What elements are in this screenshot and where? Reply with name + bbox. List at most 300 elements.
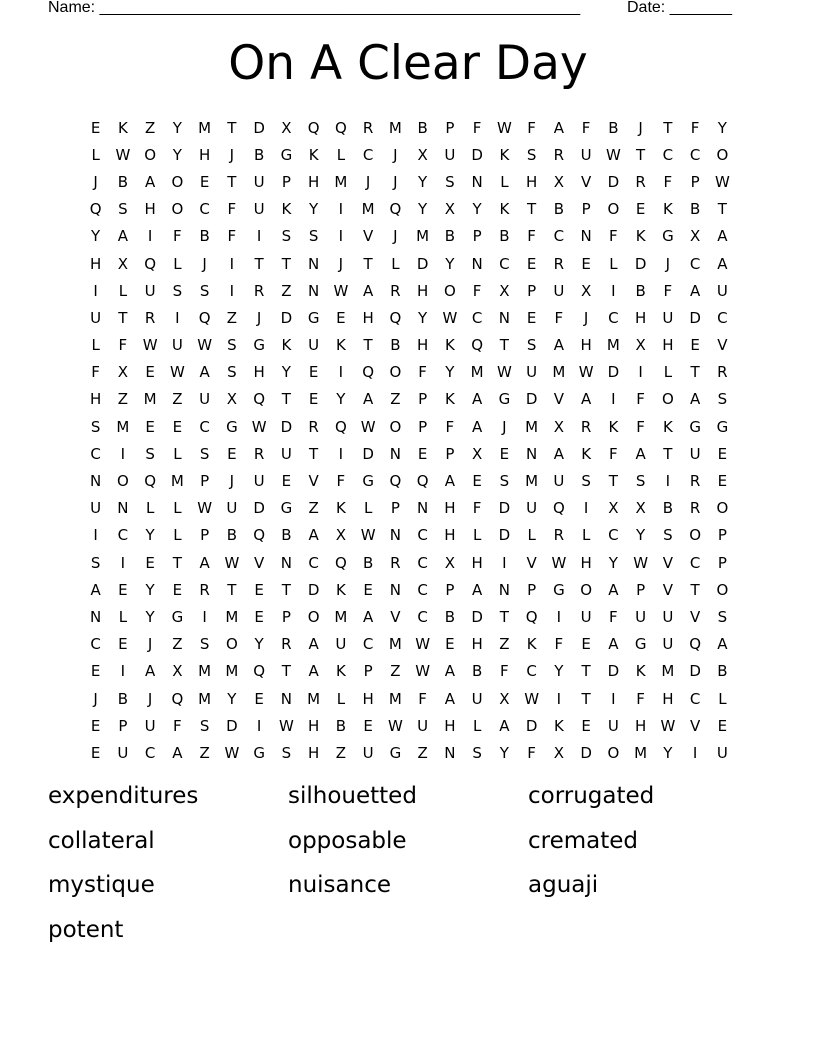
grid-cell[interactable]: U bbox=[607, 716, 619, 735]
grid-cell[interactable]: U bbox=[662, 607, 674, 626]
grid-cell[interactable]: N bbox=[389, 580, 401, 599]
grid-cell[interactable]: V bbox=[362, 227, 374, 246]
grid-cell[interactable]: F bbox=[636, 417, 645, 436]
grid-cell[interactable]: Q bbox=[689, 635, 702, 654]
grid-cell[interactable]: W bbox=[333, 281, 349, 300]
grid-cell[interactable]: A bbox=[172, 743, 183, 762]
grid-cell[interactable]: B bbox=[553, 200, 565, 219]
grid-cell[interactable]: I bbox=[338, 444, 344, 463]
grid-cell[interactable]: D bbox=[280, 417, 293, 436]
grid-cell[interactable]: M bbox=[334, 607, 348, 626]
grid-cell[interactable]: T bbox=[227, 172, 237, 191]
grid-cell[interactable]: U bbox=[580, 607, 592, 626]
grid-cell[interactable]: V bbox=[662, 580, 673, 599]
grid-cell[interactable]: N bbox=[526, 444, 538, 463]
grid-cell[interactable]: F bbox=[636, 689, 645, 708]
grid-cell[interactable]: I bbox=[256, 227, 262, 246]
grid-cell[interactable]: O bbox=[443, 281, 456, 300]
grid-cell[interactable]: U bbox=[553, 472, 565, 491]
grid-cell[interactable]: F bbox=[472, 118, 482, 137]
grid-cell[interactable]: A bbox=[471, 580, 483, 599]
grid-cell[interactable]: W bbox=[415, 635, 431, 654]
grid-cell[interactable]: D bbox=[471, 607, 483, 626]
grid-cell[interactable]: R bbox=[253, 444, 265, 463]
grid-cell[interactable]: R bbox=[689, 472, 701, 491]
grid-cell[interactable]: U bbox=[526, 499, 538, 518]
grid-cell[interactable]: Y bbox=[636, 526, 646, 545]
grid-cell[interactable]: L bbox=[173, 444, 182, 463]
grid-cell[interactable]: U bbox=[308, 336, 320, 355]
grid-cell[interactable]: U bbox=[226, 499, 238, 518]
grid-cell[interactable]: U bbox=[471, 689, 483, 708]
grid-cell[interactable]: U bbox=[635, 607, 647, 626]
grid-cell[interactable]: G bbox=[498, 390, 511, 409]
grid-cell[interactable]: P bbox=[418, 417, 428, 436]
grid-cell[interactable]: R bbox=[253, 281, 265, 300]
grid-cell[interactable]: W bbox=[524, 689, 540, 708]
grid-cell[interactable]: R bbox=[199, 580, 210, 599]
grid-cell[interactable]: T bbox=[527, 200, 537, 219]
grid-cell[interactable]: H bbox=[307, 716, 320, 735]
grid-cell[interactable]: N bbox=[280, 553, 292, 572]
grid-cell[interactable]: V bbox=[553, 390, 564, 409]
grid-cell[interactable]: X bbox=[444, 200, 456, 219]
grid-cell[interactable]: I bbox=[120, 553, 126, 572]
grid-cell[interactable]: T bbox=[499, 607, 509, 626]
grid-cell[interactable]: Z bbox=[226, 308, 238, 327]
grid-cell[interactable]: U bbox=[171, 336, 183, 355]
grid-cell[interactable]: L bbox=[173, 526, 182, 545]
grid-cell[interactable]: G bbox=[362, 472, 374, 491]
grid-cell[interactable]: A bbox=[308, 635, 319, 654]
grid-cell[interactable]: Z bbox=[281, 281, 292, 300]
grid-cell[interactable]: A bbox=[499, 716, 510, 735]
grid-cell[interactable]: V bbox=[580, 172, 592, 191]
grid-cell[interactable]: A bbox=[144, 662, 156, 681]
grid-cell[interactable]: D bbox=[253, 118, 265, 137]
grid-cell[interactable]: H bbox=[89, 390, 102, 409]
grid-cell[interactable]: E bbox=[308, 363, 319, 382]
grid-cell[interactable]: I bbox=[229, 254, 235, 273]
grid-cell[interactable]: H bbox=[444, 716, 456, 735]
grid-cell[interactable]: N bbox=[280, 689, 292, 708]
grid-cell[interactable]: Y bbox=[309, 200, 319, 219]
grid-cell[interactable]: J bbox=[229, 145, 235, 164]
grid-cell[interactable]: A bbox=[362, 607, 374, 626]
grid-cell[interactable]: I bbox=[202, 607, 207, 626]
grid-cell[interactable]: H bbox=[444, 499, 456, 518]
grid-cell[interactable]: O bbox=[116, 472, 129, 491]
grid-cell[interactable]: N bbox=[444, 743, 456, 762]
grid-cell[interactable]: N bbox=[417, 499, 429, 518]
grid-cell[interactable]: Q bbox=[471, 336, 484, 355]
grid-cell[interactable]: O bbox=[607, 200, 620, 219]
grid-cell[interactable]: N bbox=[471, 254, 483, 273]
grid-cell[interactable]: M bbox=[198, 118, 212, 137]
grid-cell[interactable]: K bbox=[635, 662, 646, 681]
grid-cell[interactable]: E bbox=[717, 472, 728, 491]
grid-cell[interactable]: H bbox=[362, 308, 374, 327]
grid-cell[interactable]: G bbox=[253, 743, 265, 762]
grid-cell[interactable]: T bbox=[254, 254, 264, 273]
grid-cell[interactable]: S bbox=[445, 172, 455, 191]
grid-cell[interactable]: C bbox=[689, 145, 701, 164]
grid-cell[interactable]: F bbox=[609, 227, 618, 246]
grid-cell[interactable]: Z bbox=[144, 118, 156, 137]
grid-cell[interactable]: E bbox=[635, 200, 646, 219]
grid-cell[interactable]: C bbox=[362, 145, 374, 164]
grid-cell[interactable]: D bbox=[607, 662, 620, 681]
grid-cell[interactable]: Q bbox=[253, 662, 266, 681]
grid-cell[interactable]: A bbox=[689, 390, 701, 409]
grid-cell[interactable]: F bbox=[173, 716, 182, 735]
grid-cell[interactable]: X bbox=[635, 499, 646, 518]
grid-cell[interactable]: O bbox=[307, 607, 320, 626]
grid-cell[interactable]: F bbox=[663, 281, 673, 300]
grid-cell[interactable]: Q bbox=[552, 499, 565, 518]
grid-cell[interactable]: H bbox=[253, 363, 265, 382]
grid-cell[interactable]: I bbox=[175, 308, 180, 327]
grid-cell[interactable]: X bbox=[117, 254, 129, 273]
grid-cell[interactable]: O bbox=[607, 743, 620, 762]
grid-cell[interactable]: A bbox=[362, 390, 374, 409]
grid-cell[interactable]: I bbox=[502, 553, 507, 572]
grid-cell[interactable]: H bbox=[634, 308, 647, 327]
grid-cell[interactable]: C bbox=[417, 553, 428, 572]
grid-cell[interactable]: I bbox=[93, 526, 98, 545]
grid-cell[interactable]: P bbox=[418, 390, 428, 409]
grid-cell[interactable]: W bbox=[278, 716, 294, 735]
grid-cell[interactable]: N bbox=[498, 580, 510, 599]
grid-cell[interactable]: W bbox=[551, 553, 567, 572]
grid-cell[interactable]: P bbox=[281, 172, 291, 191]
grid-cell[interactable]: A bbox=[444, 689, 455, 708]
grid-cell[interactable]: B bbox=[635, 281, 646, 300]
grid-cell[interactable]: Y bbox=[281, 363, 291, 382]
grid-cell[interactable]: G bbox=[280, 499, 293, 518]
grid-cell[interactable]: E bbox=[336, 308, 346, 327]
grid-cell[interactable]: Y bbox=[663, 743, 673, 762]
grid-cell[interactable]: T bbox=[581, 662, 591, 681]
grid-cell[interactable]: R bbox=[390, 553, 401, 572]
grid-cell[interactable]: I bbox=[611, 281, 616, 300]
grid-cell[interactable]: T bbox=[309, 444, 319, 463]
grid-cell[interactable]: H bbox=[416, 336, 429, 355]
grid-cell[interactable]: F bbox=[227, 200, 237, 219]
grid-cell[interactable]: K bbox=[281, 336, 292, 355]
grid-cell[interactable]: X bbox=[499, 689, 510, 708]
grid-cell[interactable]: G bbox=[307, 308, 320, 327]
grid-cell[interactable]: M bbox=[170, 472, 184, 491]
grid-cell[interactable]: L bbox=[336, 145, 346, 164]
grid-cell[interactable]: T bbox=[663, 444, 673, 463]
grid-cell[interactable]: B bbox=[281, 526, 292, 545]
grid-cell[interactable]: I bbox=[692, 743, 698, 762]
grid-cell[interactable]: Z bbox=[417, 743, 428, 762]
grid-cell[interactable]: A bbox=[471, 417, 483, 436]
grid-cell[interactable]: C bbox=[117, 526, 129, 545]
grid-cell[interactable]: H bbox=[307, 743, 320, 762]
grid-cell[interactable]: N bbox=[117, 499, 129, 518]
grid-cell[interactable]: Q bbox=[144, 472, 157, 491]
grid-cell[interactable]: F bbox=[527, 227, 536, 246]
grid-cell[interactable]: Q bbox=[253, 526, 266, 545]
grid-cell[interactable]: O bbox=[225, 635, 238, 654]
grid-cell[interactable]: E bbox=[90, 716, 101, 735]
grid-cell[interactable]: S bbox=[199, 281, 210, 300]
grid-cell[interactable]: A bbox=[717, 254, 728, 273]
grid-cell[interactable]: I bbox=[147, 227, 153, 246]
grid-cell[interactable]: W bbox=[415, 662, 431, 681]
grid-cell[interactable]: U bbox=[580, 145, 592, 164]
grid-cell[interactable]: R bbox=[717, 363, 728, 382]
grid-cell[interactable]: K bbox=[553, 716, 564, 735]
grid-cell[interactable]: E bbox=[581, 635, 591, 654]
grid-cell[interactable]: W bbox=[496, 118, 512, 137]
grid-cell[interactable]: D bbox=[226, 716, 238, 735]
grid-cell[interactable]: R bbox=[308, 417, 319, 436]
grid-cell[interactable]: T bbox=[690, 363, 700, 382]
grid-cell[interactable]: Z bbox=[390, 390, 401, 409]
grid-cell[interactable]: L bbox=[173, 254, 182, 273]
grid-cell[interactable]: N bbox=[471, 172, 483, 191]
grid-cell[interactable]: K bbox=[635, 227, 646, 246]
grid-cell[interactable]: R bbox=[553, 254, 565, 273]
grid-cell[interactable]: K bbox=[281, 200, 292, 219]
grid-cell[interactable]: F bbox=[336, 472, 346, 491]
grid-cell[interactable]: F bbox=[609, 607, 618, 626]
grid-cell[interactable]: J bbox=[93, 689, 98, 708]
grid-cell[interactable]: L bbox=[145, 499, 155, 518]
grid-cell[interactable]: P bbox=[390, 499, 400, 518]
grid-cell[interactable]: Q bbox=[362, 363, 375, 382]
grid-cell[interactable]: Y bbox=[554, 662, 564, 681]
grid-cell[interactable]: X bbox=[172, 662, 183, 681]
grid-cell[interactable]: W bbox=[251, 417, 267, 436]
grid-cell[interactable]: D bbox=[498, 499, 511, 518]
grid-cell[interactable]: X bbox=[226, 390, 238, 409]
grid-cell[interactable]: R bbox=[553, 145, 565, 164]
grid-cell[interactable]: Z bbox=[117, 390, 129, 409]
grid-cell[interactable]: S bbox=[172, 281, 183, 300]
grid-cell[interactable]: L bbox=[472, 716, 482, 735]
grid-cell[interactable]: C bbox=[662, 145, 674, 164]
grid-cell[interactable]: F bbox=[609, 444, 618, 463]
grid-cell[interactable]: A bbox=[635, 444, 646, 463]
grid-cell[interactable]: T bbox=[172, 553, 182, 572]
grid-cell[interactable]: L bbox=[391, 254, 400, 273]
grid-cell[interactable]: W bbox=[115, 145, 131, 164]
grid-cell[interactable]: G bbox=[634, 635, 647, 654]
grid-cell[interactable]: M bbox=[361, 200, 375, 219]
date-field[interactable]: Date: _______ bbox=[627, 0, 732, 16]
grid-cell[interactable]: T bbox=[281, 254, 291, 273]
grid-cell[interactable]: I bbox=[638, 363, 643, 382]
grid-cell[interactable]: F bbox=[418, 689, 427, 708]
grid-cell[interactable]: H bbox=[580, 336, 592, 355]
grid-cell[interactable]: X bbox=[281, 118, 292, 137]
grid-cell[interactable]: L bbox=[609, 254, 618, 273]
grid-cell[interactable]: C bbox=[199, 200, 210, 219]
grid-cell[interactable]: X bbox=[335, 526, 347, 545]
grid-cell[interactable]: K bbox=[335, 580, 346, 599]
grid-cell[interactable]: O bbox=[716, 145, 729, 164]
grid-cell[interactable]: P bbox=[527, 580, 537, 599]
grid-cell[interactable]: I bbox=[665, 472, 671, 491]
grid-cell[interactable]: E bbox=[90, 118, 101, 137]
grid-cell[interactable]: S bbox=[199, 716, 210, 735]
grid-cell[interactable]: P bbox=[445, 118, 455, 137]
grid-cell[interactable]: F bbox=[418, 363, 427, 382]
grid-cell[interactable]: Q bbox=[171, 689, 184, 708]
grid-cell[interactable]: L bbox=[527, 526, 536, 545]
grid-cell[interactable]: E bbox=[581, 254, 591, 273]
grid-cell[interactable]: H bbox=[362, 689, 374, 708]
grid-cell[interactable]: S bbox=[199, 444, 210, 463]
grid-cell[interactable]: O bbox=[171, 172, 184, 191]
grid-cell[interactable]: Q bbox=[334, 118, 347, 137]
grid-cell[interactable]: R bbox=[144, 308, 156, 327]
grid-cell[interactable]: A bbox=[90, 580, 101, 599]
grid-cell[interactable]: F bbox=[472, 281, 482, 300]
grid-cell[interactable]: U bbox=[280, 444, 292, 463]
grid-cell[interactable]: Y bbox=[445, 363, 455, 382]
grid-cell[interactable]: C bbox=[417, 580, 428, 599]
grid-cell[interactable]: Q bbox=[389, 308, 402, 327]
grid-cell[interactable]: C bbox=[417, 526, 428, 545]
grid-cell[interactable]: C bbox=[471, 308, 483, 327]
grid-cell[interactable]: V bbox=[717, 336, 728, 355]
grid-cell[interactable]: D bbox=[580, 743, 592, 762]
grid-cell[interactable]: K bbox=[662, 200, 673, 219]
grid-cell[interactable]: T bbox=[227, 580, 237, 599]
grid-cell[interactable]: D bbox=[307, 580, 320, 599]
grid-cell[interactable]: J bbox=[93, 172, 98, 191]
grid-cell[interactable]: Z bbox=[335, 743, 347, 762]
grid-cell[interactable]: E bbox=[227, 444, 237, 463]
grid-cell[interactable]: L bbox=[718, 689, 727, 708]
grid-cell[interactable]: T bbox=[663, 118, 673, 137]
grid-cell[interactable]: Q bbox=[198, 308, 211, 327]
grid-cell[interactable]: K bbox=[308, 145, 319, 164]
grid-cell[interactable]: H bbox=[471, 635, 483, 654]
grid-cell[interactable]: F bbox=[581, 118, 591, 137]
grid-cell[interactable]: J bbox=[256, 308, 262, 327]
grid-cell[interactable]: B bbox=[117, 689, 129, 708]
grid-cell[interactable]: H bbox=[307, 172, 320, 191]
grid-cell[interactable]: F bbox=[445, 417, 455, 436]
grid-cell[interactable]: J bbox=[365, 172, 371, 191]
grid-cell[interactable]: N bbox=[90, 607, 102, 626]
grid-cell[interactable]: S bbox=[581, 472, 591, 491]
grid-cell[interactable]: P bbox=[118, 716, 128, 735]
grid-cell[interactable]: W bbox=[197, 336, 213, 355]
grid-cell[interactable]: E bbox=[199, 172, 210, 191]
grid-cell[interactable]: D bbox=[362, 444, 374, 463]
grid-cell[interactable]: E bbox=[363, 716, 373, 735]
grid-cell[interactable]: K bbox=[444, 390, 455, 409]
grid-cell[interactable]: E bbox=[172, 417, 183, 436]
grid-cell[interactable]: I bbox=[611, 390, 616, 409]
grid-cell[interactable]: T bbox=[636, 145, 646, 164]
grid-cell[interactable]: A bbox=[362, 281, 374, 300]
grid-cell[interactable]: Y bbox=[445, 254, 455, 273]
grid-cell[interactable]: Y bbox=[145, 580, 155, 599]
grid-cell[interactable]: E bbox=[254, 689, 264, 708]
grid-cell[interactable]: E bbox=[254, 580, 264, 599]
grid-cell[interactable]: F bbox=[173, 227, 182, 246]
grid-cell[interactable]: U bbox=[662, 635, 674, 654]
grid-cell[interactable]: T bbox=[281, 390, 291, 409]
grid-cell[interactable]: Q bbox=[307, 118, 320, 137]
grid-cell[interactable]: U bbox=[417, 716, 429, 735]
grid-cell[interactable]: Y bbox=[145, 607, 155, 626]
grid-cell[interactable]: S bbox=[635, 472, 646, 491]
grid-cell[interactable]: W bbox=[387, 716, 403, 735]
grid-cell[interactable]: M bbox=[525, 472, 539, 491]
grid-cell[interactable]: A bbox=[308, 662, 319, 681]
grid-cell[interactable]: S bbox=[472, 743, 482, 762]
grid-cell[interactable]: A bbox=[717, 635, 728, 654]
grid-cell[interactable]: W bbox=[496, 363, 512, 382]
grid-cell[interactable]: W bbox=[633, 553, 649, 572]
grid-cell[interactable]: G bbox=[389, 743, 402, 762]
grid-cell[interactable]: E bbox=[90, 743, 101, 762]
grid-cell[interactable]: S bbox=[90, 553, 101, 572]
grid-cell[interactable]: U bbox=[253, 200, 265, 219]
grid-cell[interactable]: P bbox=[472, 227, 482, 246]
grid-cell[interactable]: E bbox=[145, 417, 155, 436]
grid-cell[interactable]: H bbox=[471, 553, 483, 572]
grid-cell[interactable]: K bbox=[608, 417, 619, 436]
grid-cell[interactable]: A bbox=[199, 363, 210, 382]
grid-cell[interactable]: O bbox=[144, 145, 157, 164]
grid-cell[interactable]: Q bbox=[89, 200, 102, 219]
grid-cell[interactable]: X bbox=[417, 145, 428, 164]
grid-cell[interactable]: X bbox=[689, 227, 701, 246]
grid-cell[interactable]: U bbox=[90, 499, 102, 518]
grid-cell[interactable]: K bbox=[444, 336, 455, 355]
grid-cell[interactable]: W bbox=[142, 336, 158, 355]
grid-cell[interactable]: E bbox=[717, 444, 728, 463]
grid-cell[interactable]: Y bbox=[717, 118, 727, 137]
grid-cell[interactable]: M bbox=[388, 635, 402, 654]
grid-cell[interactable]: U bbox=[335, 635, 347, 654]
grid-cell[interactable]: M bbox=[334, 172, 348, 191]
grid-cell[interactable]: X bbox=[608, 499, 619, 518]
grid-cell[interactable]: J bbox=[393, 227, 398, 246]
grid-cell[interactable]: L bbox=[581, 526, 591, 545]
grid-cell[interactable]: P bbox=[636, 580, 646, 599]
grid-cell[interactable]: G bbox=[226, 417, 238, 436]
grid-cell[interactable]: B bbox=[226, 526, 238, 545]
grid-cell[interactable]: L bbox=[663, 363, 673, 382]
grid-cell[interactable]: D bbox=[525, 716, 538, 735]
grid-cell[interactable]: Z bbox=[390, 662, 401, 681]
grid-cell[interactable]: F bbox=[500, 662, 509, 681]
grid-cell[interactable]: A bbox=[199, 553, 210, 572]
grid-cell[interactable]: J bbox=[393, 172, 398, 191]
grid-cell[interactable]: P bbox=[281, 607, 291, 626]
grid-cell[interactable]: T bbox=[363, 254, 373, 273]
grid-cell[interactable]: M bbox=[525, 417, 539, 436]
grid-cell[interactable]: I bbox=[93, 281, 98, 300]
grid-cell[interactable]: F bbox=[663, 172, 673, 191]
grid-cell[interactable]: D bbox=[634, 254, 647, 273]
grid-cell[interactable]: F bbox=[636, 390, 645, 409]
grid-cell[interactable]: L bbox=[500, 172, 509, 191]
grid-cell[interactable]: H bbox=[662, 689, 674, 708]
